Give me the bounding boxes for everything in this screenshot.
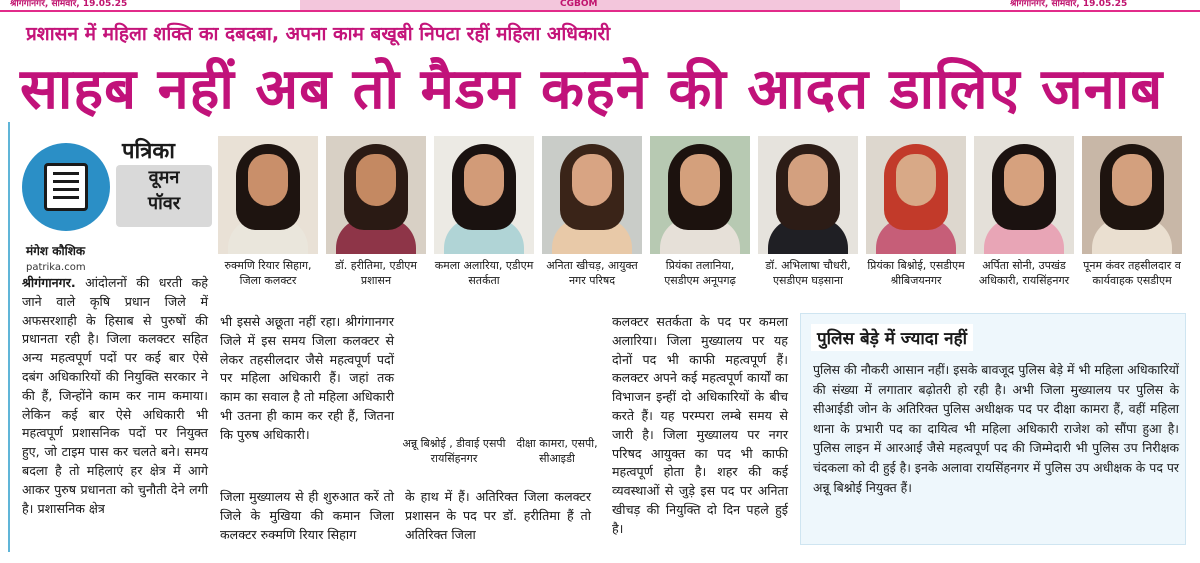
officer-caption: रुक्मणि रियार सिहाग, जिला कलक्टर: [224, 259, 312, 287]
police-officer-caption: दीक्षा कामरा, एसपी, सीआइडी: [516, 437, 598, 465]
officer-caption: अनिता खीचड़, आयुक्त नगर परिषद: [546, 259, 638, 287]
officer-caption: अर्पिता सोनी, उपखंड अधिकारी, रायसिंहनगर: [978, 259, 1070, 287]
column-logo: [22, 135, 210, 230]
police-officer-photo: [508, 313, 604, 431]
masthead-left-date: श्रीगंगानगर, सोमवार, 19.05.25: [10, 0, 128, 9]
officer-photo: [650, 136, 750, 254]
body-column-1-text: आंदोलनों की धरती कहे जाने वाले कृषि प्रधान जिले में अफसरशाही के हिसाब से पुरुषों की प्रधानता रही है। जिला कलक्टर सहित अन्य महत्वपूर्ण पदों पर कई बार ऐसे दबंग अधिकारियों की नियुक्ति सरकार ने की हैं, जिन्होंने काम कर नाम कमाया। लेकिन कई बार ऐसे अधिकारी भी महत्वपूर्ण प्रशासनिक पदों पर नियुक्त हुए, जो टाइम पास कर चलते बने। समय बदला है तो महिलाएं हर क्षेत्र में आगे आकर पुरुष प्रधानता को चुनौती देने लगी है। प्रशासनिक क्षेत्र: [22, 275, 208, 516]
officer-caption: डॉ. हरीतिमा, एडीएम प्रशासन: [335, 259, 417, 287]
officer-caption: डॉ. अभिलाषा चौधरी, एसडीएम घड़साना: [765, 259, 851, 287]
officer-caption: प्रियंका तलानिया, एसडीएम अनूपगढ़: [664, 259, 736, 287]
series-badge: [116, 165, 212, 227]
report-chart-icon: [22, 143, 110, 231]
officer-caption: प्रियंका बिश्नोई, एसडीएम श्रीबिजयनगर: [867, 259, 965, 287]
police-box-text: पुलिस की नौकरी आसान नहीं। इसके बावजूद पुलिस बेड़े में भी महिला अधिकारियों की संख्या में लगातार बढ़ोतरी हो रही है। अभी जिला मुख्यालय पर पुलिस के सीआईडी जोन के अतिरिक्त पुलिस अधीक्षक पद पर दीक्षा कामरा हैं, वहीं महिला थाना के प्रभारी पद का दायित्व भी महिला अधिकारी राजेश को सौंपा हुआ है। पुलिस लाइन में आरआई जैसे महत्वपूर्ण पद की जिम्मेदारी भी पुलिस उप निरीक्षक चंदकला को दी हुई है। इनके अलावा रायसिंहनगर में पुलिस उप अधीक्षक के पद पर अन्नू बिश्नोई नियुक्त हैं।: [813, 362, 1179, 495]
officer-photo: [542, 136, 642, 254]
article-headline: साहब नहीं अब तो मैडम कहने की आदत डालिए जनाब: [20, 57, 1164, 122]
dateline: श्रीगंगानगर.: [22, 275, 76, 290]
masthead-right-date: श्रीगंगानगर, सोमवार, 19.05.25: [1010, 0, 1128, 9]
police-officer-caption: अन्नू बिश्नोई , डीवाई एसपी रायसिंहनगर: [402, 437, 506, 465]
article-kicker: प्रशासन में महिला शक्ति का दबदबा, अपना काम बखूबी निपटा रहीं महिला अधिकारी: [26, 23, 611, 45]
byline: मंगेश कौशिक: [26, 244, 86, 258]
officer-caption: कमला अलारिया, एडीएम सतर्कता: [434, 259, 534, 287]
officer-caption: पूनम कंवर तहसीलदार व कार्यवाहक एसडीएम: [1083, 259, 1181, 287]
officer-photo: [758, 136, 858, 254]
officer-photo: [434, 136, 534, 254]
officer-photo: [866, 136, 966, 254]
site-name: patrika.com: [26, 262, 86, 273]
series-line1: वूमन: [148, 167, 180, 188]
body-column-2: भी इससे अछूता नहीं रहा। श्रीगंगानगर जिले में इस समय जिला कलक्टर से लेकर तहसीलदार जैसे महत्वपूर्ण पदों पर महिला अधिकारी हैं। जहां तक काम का सवाल है तो महिला अधिकारी भी उतना ही काम कर रही हैं, जितना कि पुरुष अधिकारी।: [220, 314, 394, 442]
officer-photo: [326, 136, 426, 254]
body-column-2-continued: जिला मुख्यालय से ही शुरुआत करें तो जिले के मुखिया की कमान जिला कलक्टर रुक्मणि रियार सिहाग: [220, 489, 394, 542]
officer-photo: [974, 136, 1074, 254]
officer-photo: [218, 136, 318, 254]
margin-rule: [8, 122, 10, 552]
police-sidebar-box: [800, 313, 1186, 545]
officer-photo: [1082, 136, 1182, 254]
masthead-center-label: CGBOM: [560, 0, 598, 9]
body-column-3: के हाथ में हैं। अतिरिक्त जिला कलक्टर प्रशासन के पद पर डॉ. हरीतिमा हैं तो अतिरिक्त जिला: [405, 489, 591, 542]
body-column-4: कलक्टर सतर्कता के पद पर कमला अलारिया। जिला मुख्यालय पर यह दोनों पद भी काफी महत्वपूर्ण हैं। कलक्टर अपने कई महत्वपूर्ण कार्यों का विभाजन इन्हीं दो अधिकारियों के बीच करते हैं। यह परम्परा लम्बे समय से जारी है। जिला मुख्यालय पर नगर परिषद आयुक्त का पद भी काफी महत्वपूर्ण होता है। शहर की कई व्यवस्थाओं से जुड़े इस पद पर अनिता खीचड़ की नियुक्ति दो दिन पहले हुई है।: [612, 314, 788, 536]
body-column-1: [22, 274, 208, 518]
series-line2: पॉवर: [147, 193, 181, 214]
brand-name: पत्रिका: [122, 139, 175, 164]
masthead-strip: [0, 0, 1200, 12]
police-officer-photo: [405, 313, 501, 431]
masthead-center-bar: [300, 0, 900, 10]
police-box-heading: पुलिस बेड़े में ज्यादा नहीं: [811, 324, 973, 351]
